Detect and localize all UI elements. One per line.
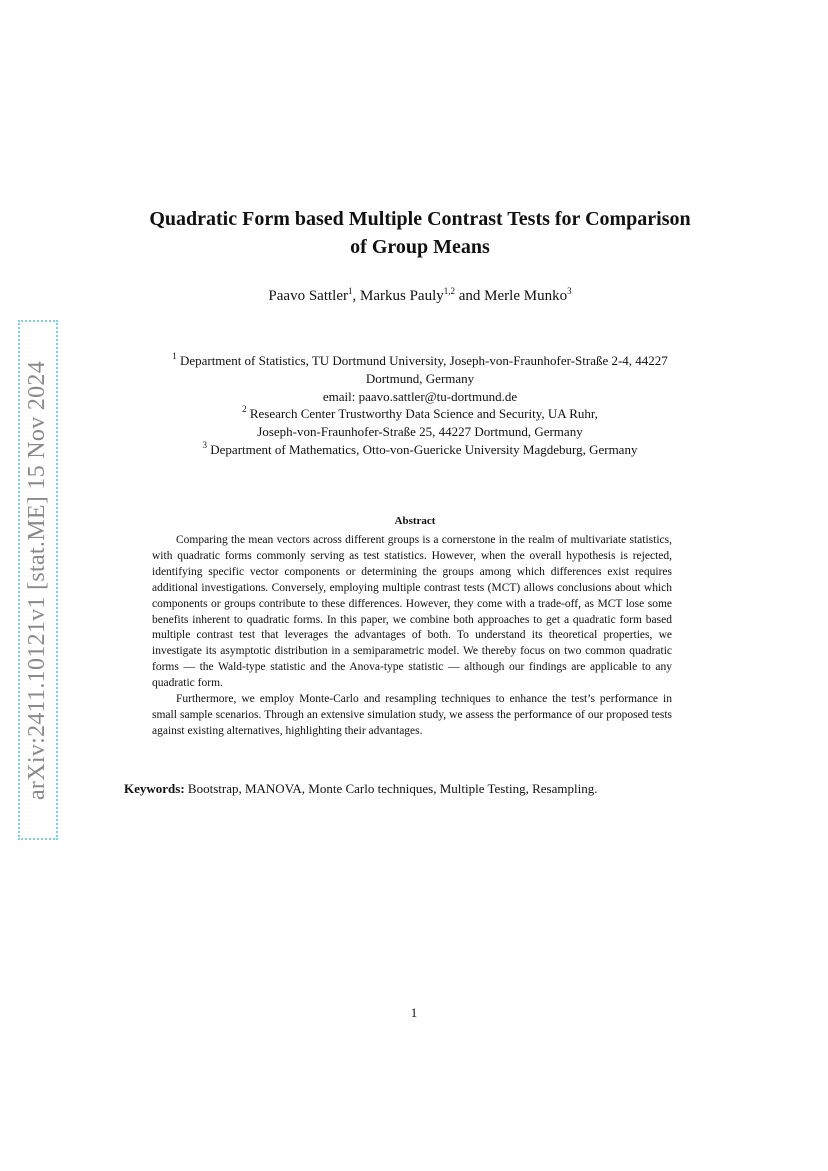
arxiv-identifier: arXiv:2411.10121v1 [stat.ME] 15 Nov 2024 <box>24 360 51 800</box>
page-number: 1 <box>410 1005 418 1020</box>
author-name: Merle Munko <box>484 288 568 304</box>
author-name: Paavo Sattler <box>268 288 348 304</box>
keywords-text: Bootstrap, MANOVA, Monte Carlo techniques, Multiple Testing, Resampling. <box>184 781 598 796</box>
keywords-label: Keywords: <box>124 781 185 796</box>
author-affiliation-mark: 1,2 <box>443 286 455 296</box>
keywords-line <box>124 781 724 797</box>
affiliation-3 <box>115 441 725 459</box>
abstract-body <box>152 533 672 740</box>
author-affiliation-mark: 1 <box>348 286 353 296</box>
author-name: Markus Pauly <box>360 288 444 304</box>
abstract-paragraph: Furthermore, we employ Monte-Carlo and resampling techniques to enhance the test’s performance in small sample scenarios. Through an extensive simulation study, we assess the performance of our proposed tests against existing alternatives, highlighting their advantages. <box>152 693 672 737</box>
affiliation-2-cont: Joseph-von-Fraunhofer-Straße 25, 44227 Dortmund, Germany <box>257 424 583 440</box>
affiliation-1 <box>115 352 725 370</box>
paper-title <box>100 205 740 261</box>
title-line: Quadratic Form based Multiple Contrast Tests for Comparison <box>149 208 691 230</box>
affiliation-text: Research Center Trustworthy Data Science and Security, UA Ruhr, <box>249 406 598 422</box>
affiliation-mark: 1 <box>172 351 177 361</box>
affiliation-2 <box>115 405 725 423</box>
affiliation-text: Department of Statistics, TU Dortmund University, Joseph-von-Fraunhofer-Straße 2-4, 44227 <box>179 353 668 368</box>
affiliation-1-cont: Dortmund, Germany <box>365 370 475 386</box>
affiliation-block <box>115 352 725 459</box>
affiliation-text: Department of Mathematics, Otto-von-Guericke University Magdeburg, Germany <box>210 441 638 457</box>
abstract-paragraph: Comparing the mean vectors across different groups is a cornerstone in the realm of multivariate statistics, with quadratic forms commonly serving as test statistics. However, when the overall hypothesis is rejected, identifying specific vector components or determining the groups among which differences exist requires additional investigations. Conversely, employing multiple contrast tests (MCT) allows conclusions about which components or groups contribute to these differences. However, they come with a trade-off, as MCT lose some benefits inherent to quadratic forms. In this paper, we combine both approaches to get a quadratic form based multiple contrast test that leverages the advantages of both. To understand its theoretical properties, we investigate its asymptotic distribution in a semiparametric model. We thereby focus on two common quadratic forms — the Wald-type statistic and the Anova-type statistic — although our findings are applicable to any quadratic form. <box>152 534 672 690</box>
affiliation-mark: 3 <box>202 439 208 450</box>
corresponding-email[interactable]: email: paavo.sattler@tu-dortmund.de <box>322 388 518 404</box>
author-list <box>100 288 740 305</box>
title-line: of Group Means <box>350 236 490 258</box>
arxiv-stamp[interactable] <box>18 320 58 840</box>
affiliation-mark: 2 <box>242 404 247 415</box>
author-separator: , <box>352 288 360 304</box>
author-separator: and <box>455 288 485 304</box>
author-affiliation-mark: 3 <box>567 286 572 296</box>
abstract-heading: Abstract <box>394 515 436 527</box>
